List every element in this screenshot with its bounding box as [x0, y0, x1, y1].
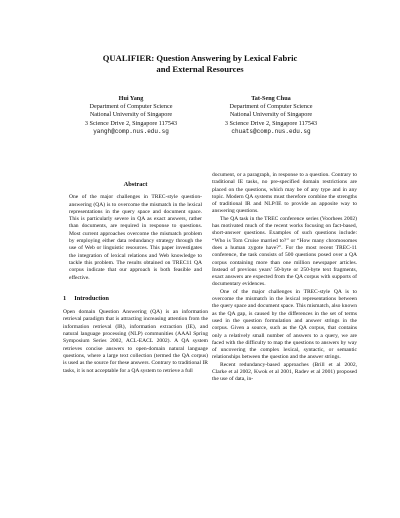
author-university: National University of Singapore — [89, 111, 173, 119]
intro-paragraph: Open domain Question Answering (QA) is an information retrieval paradigm that is attracting increasing attention from the information retrieval (IR), information extraction (IE), and natural language processing (NLP) communities (AAAI Spring Symposium Series 2002, ACL-EACL 2002). A QA system retrieves concise answers to open-domain natural language questions, where a large text collection (termed the QA corpus) is used as the source for these answers. Contrary to traditional IR tasks, it is not acceptable for a QA system to retrieve a full — [63, 309, 208, 374]
author-university: National University of Singapore — [229, 111, 313, 119]
section-title: Introduction — [74, 294, 109, 302]
body-paragraph: The QA task in the TREC conference series (Voorhees 2002) has motivated much of the recent works focusing on fact-based, short-answer questions. Examples of such questions include: “Who is Tom Cruise married to?” or “How many chromosomes does a human zygote have?”. For the most recent TREC-11 conference, the task consists of 500 questions posed over a QA corpus containing more than one million newspaper articles. Instead of previous years' 50-byte or 250-byte text fragments, exact answers are expected from the QA corpus with supports of documentary evidences. — [212, 215, 357, 288]
author-address: 3 Science Drive 2, Singapore 117543 — [84, 119, 178, 127]
title-line-2: and External Resources — [156, 64, 244, 74]
title-line-1: QUALIFIER: Question Answering by Lexical Fabric — [102, 53, 298, 63]
author-department: Department of Computer Science — [229, 103, 313, 111]
author-department: Department of Computer Science — [89, 103, 173, 111]
body-paragraph: document, or a paragraph, in response to a question. Contrary to traditional IE tasks, no pre-specified domain restrictions are placed on the questions, which may be of any type and in any topic. Modern QA systems must therefore combine the strengths of traditional IR and NLP/IE to provide an apposite way to answering questions. — [212, 172, 357, 215]
left-column — [63, 172, 208, 375]
right-column — [212, 172, 357, 384]
author-name: Tat-Seng Chua — [251, 95, 291, 102]
author-block-2 — [186, 95, 356, 136]
section-number: 1 — [63, 294, 67, 302]
body-paragraph: One of the major challenges in TREC-style QA is to overcome the mismatch in the lexical representations between the query space and document space. This mismatch, also known as the QA gap, is caused by the differences in the set of terms used in the question formulation and answer strings in the corpus. Given a source, such as the QA corpus, that contains only a relatively small number of answers to a query, we are faced with the difficulty to map the questions to answers by way of uncovering the complex lexical, syntactic, or semantic relationships between the question and the answer strings. — [212, 288, 357, 361]
author-address: 3 Science Drive 2, Singapore 117543 — [224, 119, 318, 127]
section-heading-introduction — [63, 295, 208, 302]
body-paragraph: Recent redundancy-based approaches (Brill et al 2002, Clarke et al 2002, Kwok et al 2001, Radev et al 2001) proposed the use of data, in- — [212, 361, 357, 383]
author-email[interactable]: chuats@comp.nus.edu.sg — [231, 127, 311, 135]
author-email[interactable]: yangh@comp.nus.edu.sg — [93, 127, 169, 135]
abstract-heading: Abstract — [123, 181, 148, 188]
paper-title — [0, 53, 400, 75]
author-name: Hui Yang — [118, 95, 144, 102]
abstract-text: One of the major challenges in TREC-style question-answering (QA) is to overcome the mismatch in the lexical representations in the query space and document space. This is particularly severe in QA as exact answers, rather than documents, are required in response to questions. Most current approaches overcome the mismatch problem by employing either data redundancy strategy through the use of Web or linguistic resources. This paper investigates the integration of lexical relations and Web knowledge to tackle this problem. The results obtained on TREC11 QA corpus indicate that our approach is both feasible and effective. — [69, 194, 202, 281]
